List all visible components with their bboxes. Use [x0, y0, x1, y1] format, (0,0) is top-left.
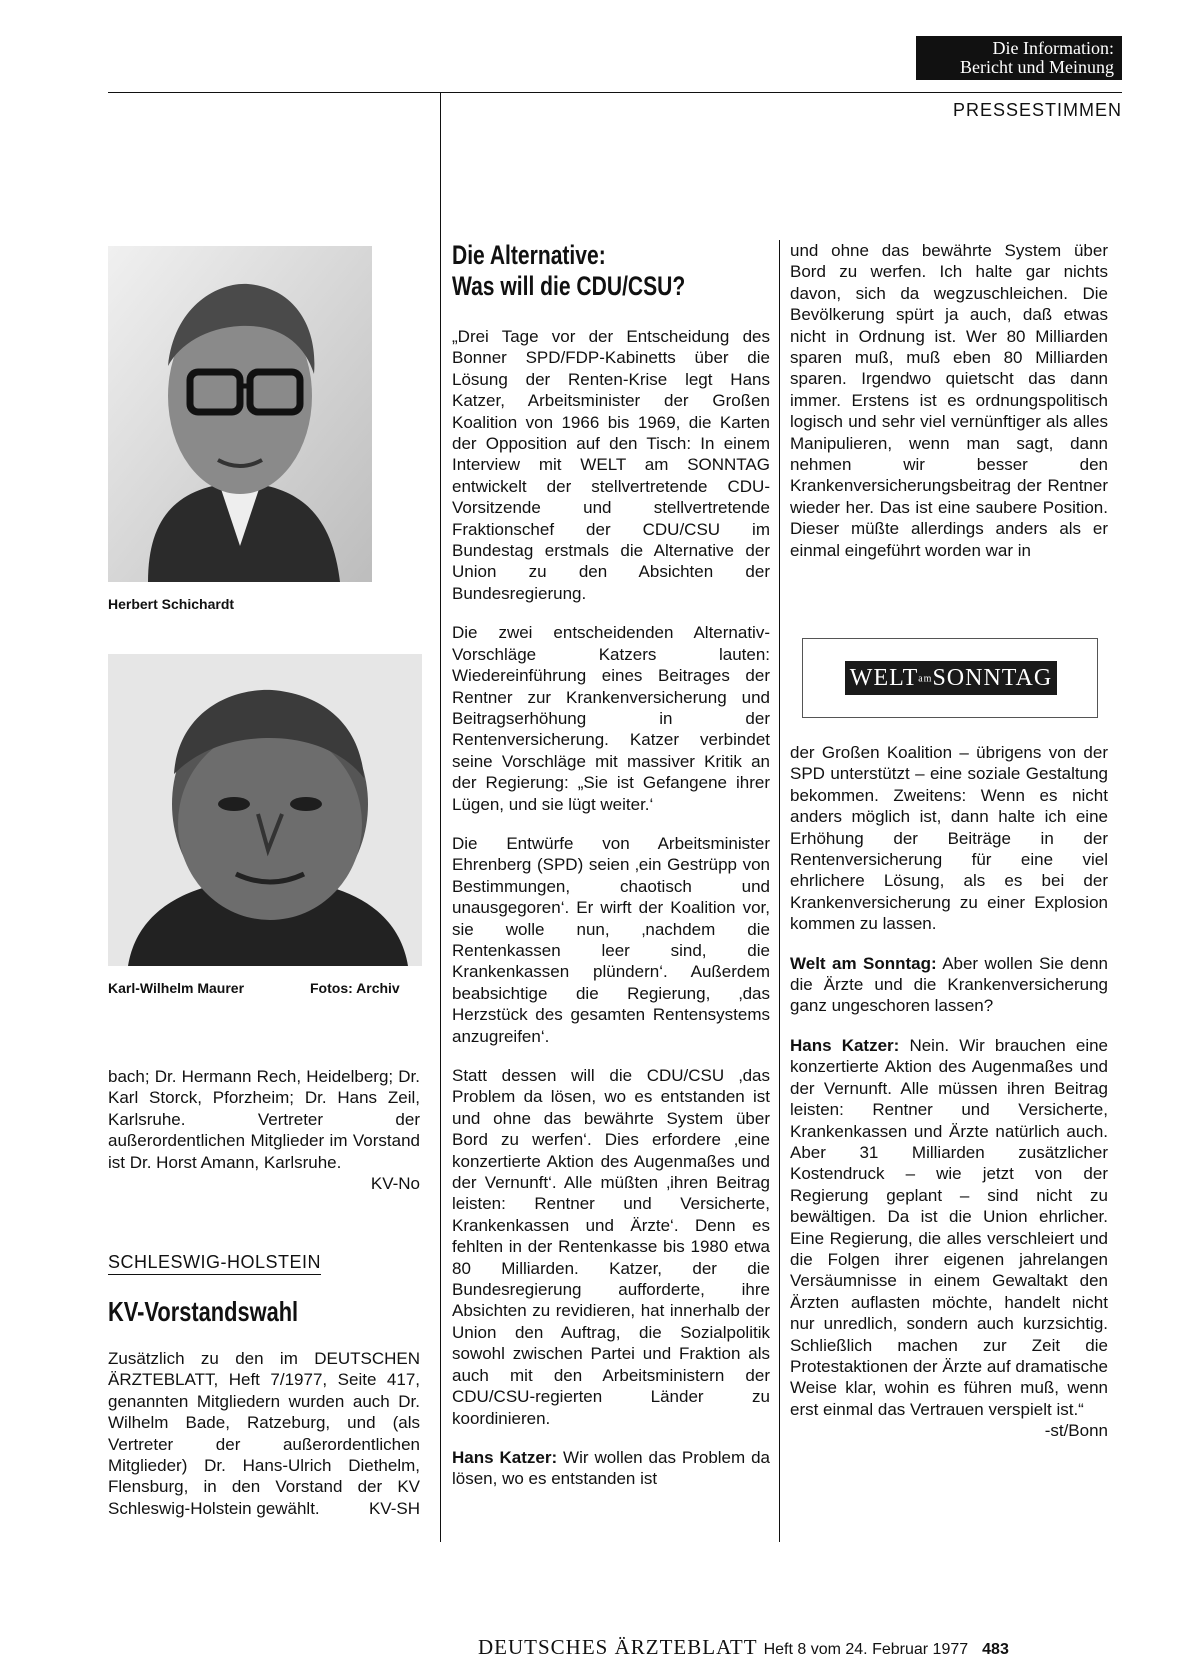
badge-line-1: Die Information:	[992, 38, 1114, 58]
article-headline-kv: KV-Vorstandswahl	[108, 1296, 299, 1327]
headline-line-1: Die Alternative:	[452, 240, 606, 270]
page-number: 483	[982, 1641, 1009, 1658]
welt-am-sonntag-logo	[845, 661, 1057, 695]
section-title: PRESSESTIMMEN	[952, 100, 1122, 120]
left-column-text	[108, 1066, 420, 1194]
paragraph: der Großen Koalition – übrigens von der SPD unterstützt – eine soziale Gestaltung bekommen. Zweitens: Wenn es nicht anders möglich ist, dann halte ich eine Erhöhung der Beiträge in der Rentenversicherung für eine viel ehrlichere Lösung, als es bei der Krankenversicherung zu einer Explosion kommen zu lassen.	[790, 743, 1108, 934]
photo-caption-maurer: Karl-Wilhelm Maurer	[108, 980, 245, 996]
main-headline	[452, 240, 770, 302]
welt-am-sonntag-logo-box	[802, 638, 1098, 718]
photo-credit: Fotos: Archiv	[310, 980, 400, 996]
section-badge	[916, 36, 1122, 80]
logo-word-1: WELT	[849, 665, 919, 691]
journal-name: DEUTSCHES ÄRZTEBLATT	[478, 1635, 758, 1659]
paragraph: Die zwei entscheidenden Alternativ-Vorschläge Katzers lauten: Wiedereinführung eines Beitrages der Rentner zur Krankenversicherung und Beitragserhöhung in der Rentenversicherung. Katzer verbindet seine Vorschläge mit massiver Kritik an der Regierung: „Sie ist Gefangene ihrer Lügen, und sie lügt weiter.‘	[452, 623, 770, 814]
badge-line-2: Bericht und Meinung	[960, 57, 1114, 77]
paragraph: Die Entwürfe von Arbeitsminister Ehrenberg (SPD) seien ‚ein Gestrüpp von Bestimmungen, chaotisch und unausgegoren‘. Er wirft der Koalition vor, sie wolle nun, ‚nachdem die Rentenkassen leer sind, die Krankenkassen plündern‘. Außerdem beabsichtige die Regierung, ‚das Herzstück des gesamten Rentensystems anzugreifen‘.	[452, 833, 770, 1046]
portrait-photo-maurer	[108, 654, 422, 966]
paragraph	[790, 953, 1108, 1017]
column-divider-right	[779, 240, 780, 1542]
continued-text	[108, 1066, 420, 1173]
paragraph: und ohne das bewährte System über Bord zu werfen. Ich halte gar nichts davon, sich da wegzuschleichen. Die Bevölkerung spürt ja auch, daß etwas nicht in Ordnung ist. Wer 80 Milliarden sparen muß, muß eben 80 Milliarden sparen. Irgendwo quietscht das dann immer. Erstens ist es ordnungspolitisch logisch und sehr viel vernünftiger als alles Manipulieren, wenn man sagt, dann nehmen wir besser den Krankenversicherungsbeitrag der Rentner wieder her. Das ist eine saubere Position. Dieser müßte allerdings anders als er einmal eingeführt worden war in	[790, 241, 1108, 560]
speaker-text: Nein. Wir brauchen eine konzertierte Aktion des Augenmaßes und der Vernunft. Alle müssen ihren Beitrag leisten: Rentner und Versicherte, Krankenkassen und Ärzte natürlich auch. Aber 31 Milliarden zusätzlicher Kostendruck – wie jetzt von der Regierung geplant – sind nicht zu bewältigen. Da ist die Union ehrlicher. Eine Regierung, die alles verschleiert und die Folgen ihrer eigenen jahrelangen Versäumnisse in einem Gewaltakt den Ärzten auflasten möchte, handelt nicht nur unredlich, sondern auch kurzsichtig. Schließlich machen zur Zeit die Protestaktionen der Ärzte auf dramatische Weise klar, wohin es führen muß, wenn erst einmal das Vertrauen verspielt ist.“	[790, 1035, 1109, 1419]
issue-info: Heft 8 vom 24. Februar 1977	[763, 1641, 969, 1658]
author-signature: -st/Bonn	[1044, 1421, 1108, 1441]
photo-caption-schichardt: Herbert Schichardt	[108, 596, 235, 612]
middle-column-text	[452, 326, 770, 1508]
speaker-label: Hans Katzer:	[790, 1035, 900, 1055]
kv-article-body	[108, 1348, 420, 1520]
speaker-label: Hans Katzer:	[452, 1447, 558, 1467]
region-label: SCHLESWIG-HOLSTEIN	[108, 1252, 321, 1275]
author-signature: KV-No	[370, 1174, 420, 1194]
top-rule	[108, 92, 1122, 93]
portrait-photo-schichardt	[108, 246, 372, 582]
paragraph	[452, 1447, 770, 1490]
paragraph: Statt dessen will die CDU/CSU ‚das Problem da lösen, wo es entstanden ist und ohne das bewährte System über Bord zu werfen‘. Dies erfordere ‚eine konzertierte Aktion des Augenmaßes und der Vernunft‘. Alle müßten ‚ihren Beitrag leisten: Rentner und Versicherte, Krankenkassen und Ärzte‘. Denn es fehlten in der Rentenkasse bis 1980 etwa 80 Milliarden. Katzer, der die Bundesregierung aufforderte, ihre Absichten zu revidieren, hat innerhalb der Union den Auftrag, die Sozialpolitik sowohl zwischen Partei und Fraktion als auch mit den Arbeitsministern der CDU/CSU-regierten Länder zu koordinieren.	[452, 1066, 770, 1428]
speaker-text: Wir wollen das Problem da lösen, wo es entstanden ist	[452, 1447, 771, 1489]
logo-word-3: SONNTAG	[932, 665, 1053, 691]
logo-word-2: am	[918, 673, 933, 685]
headline-line-2: Was will die CDU/CSU?	[452, 271, 686, 301]
page-footer	[478, 1635, 1009, 1660]
kv-body-text: Zusätzlich zu den im DEUTSCHEN ÄRZTEBLATT, Heft 7/1977, Seite 417, genannten Mitgliedern wurden auch Dr. Wilhelm Bade, Ratzeburg, und (als Vertreter der außerordentlichen Mitglieder) Dr. Hans-Ulrich Diethelm, Flensburg, in den Vorstand der KV Schleswig-Holstein gewählt.	[108, 1349, 420, 1518]
paragraph	[790, 1035, 1108, 1420]
right-column-text-bottom	[790, 742, 1108, 1442]
kv-signature: KV-SH	[368, 1499, 420, 1519]
column-divider-left	[440, 92, 441, 1542]
region-heading	[108, 1252, 321, 1273]
speaker-label: Welt am Sonntag:	[790, 953, 937, 973]
speaker-text: Aber wollen Sie denn die Ärzte und die Krankenversicherung ganz ungeschoren lassen?	[790, 953, 1108, 1016]
paragraph: „Drei Tage vor der Entscheidung des Bonner SPD/FDP-Kabinetts über die Lösung der Renten-Krise legt Hans Katzer, Arbeitsminister der Großen Koalition von 1966 bis 1969, die Karten der Opposition auf den Tisch: In einem Interview mit WELT am SONNTAG entwickelt der stellvertretende CDU-Vorsitzende und stellvertretende Fraktionschef der CDU/CSU im Bundestag erstmals die Alternative der Union zu den Absichten der Bundesregierung.	[452, 327, 770, 603]
continued-body: bach; Dr. Hermann Rech, Heidelberg; Dr. Karl Storck, Pforzheim; Dr. Hans Zeil, Karlsruhe. Vertreter der außerordentlichen Mitglieder im Vorstand ist Dr. Horst Amann, Karlsruhe.	[108, 1067, 420, 1172]
right-column-text-top	[790, 240, 1108, 579]
